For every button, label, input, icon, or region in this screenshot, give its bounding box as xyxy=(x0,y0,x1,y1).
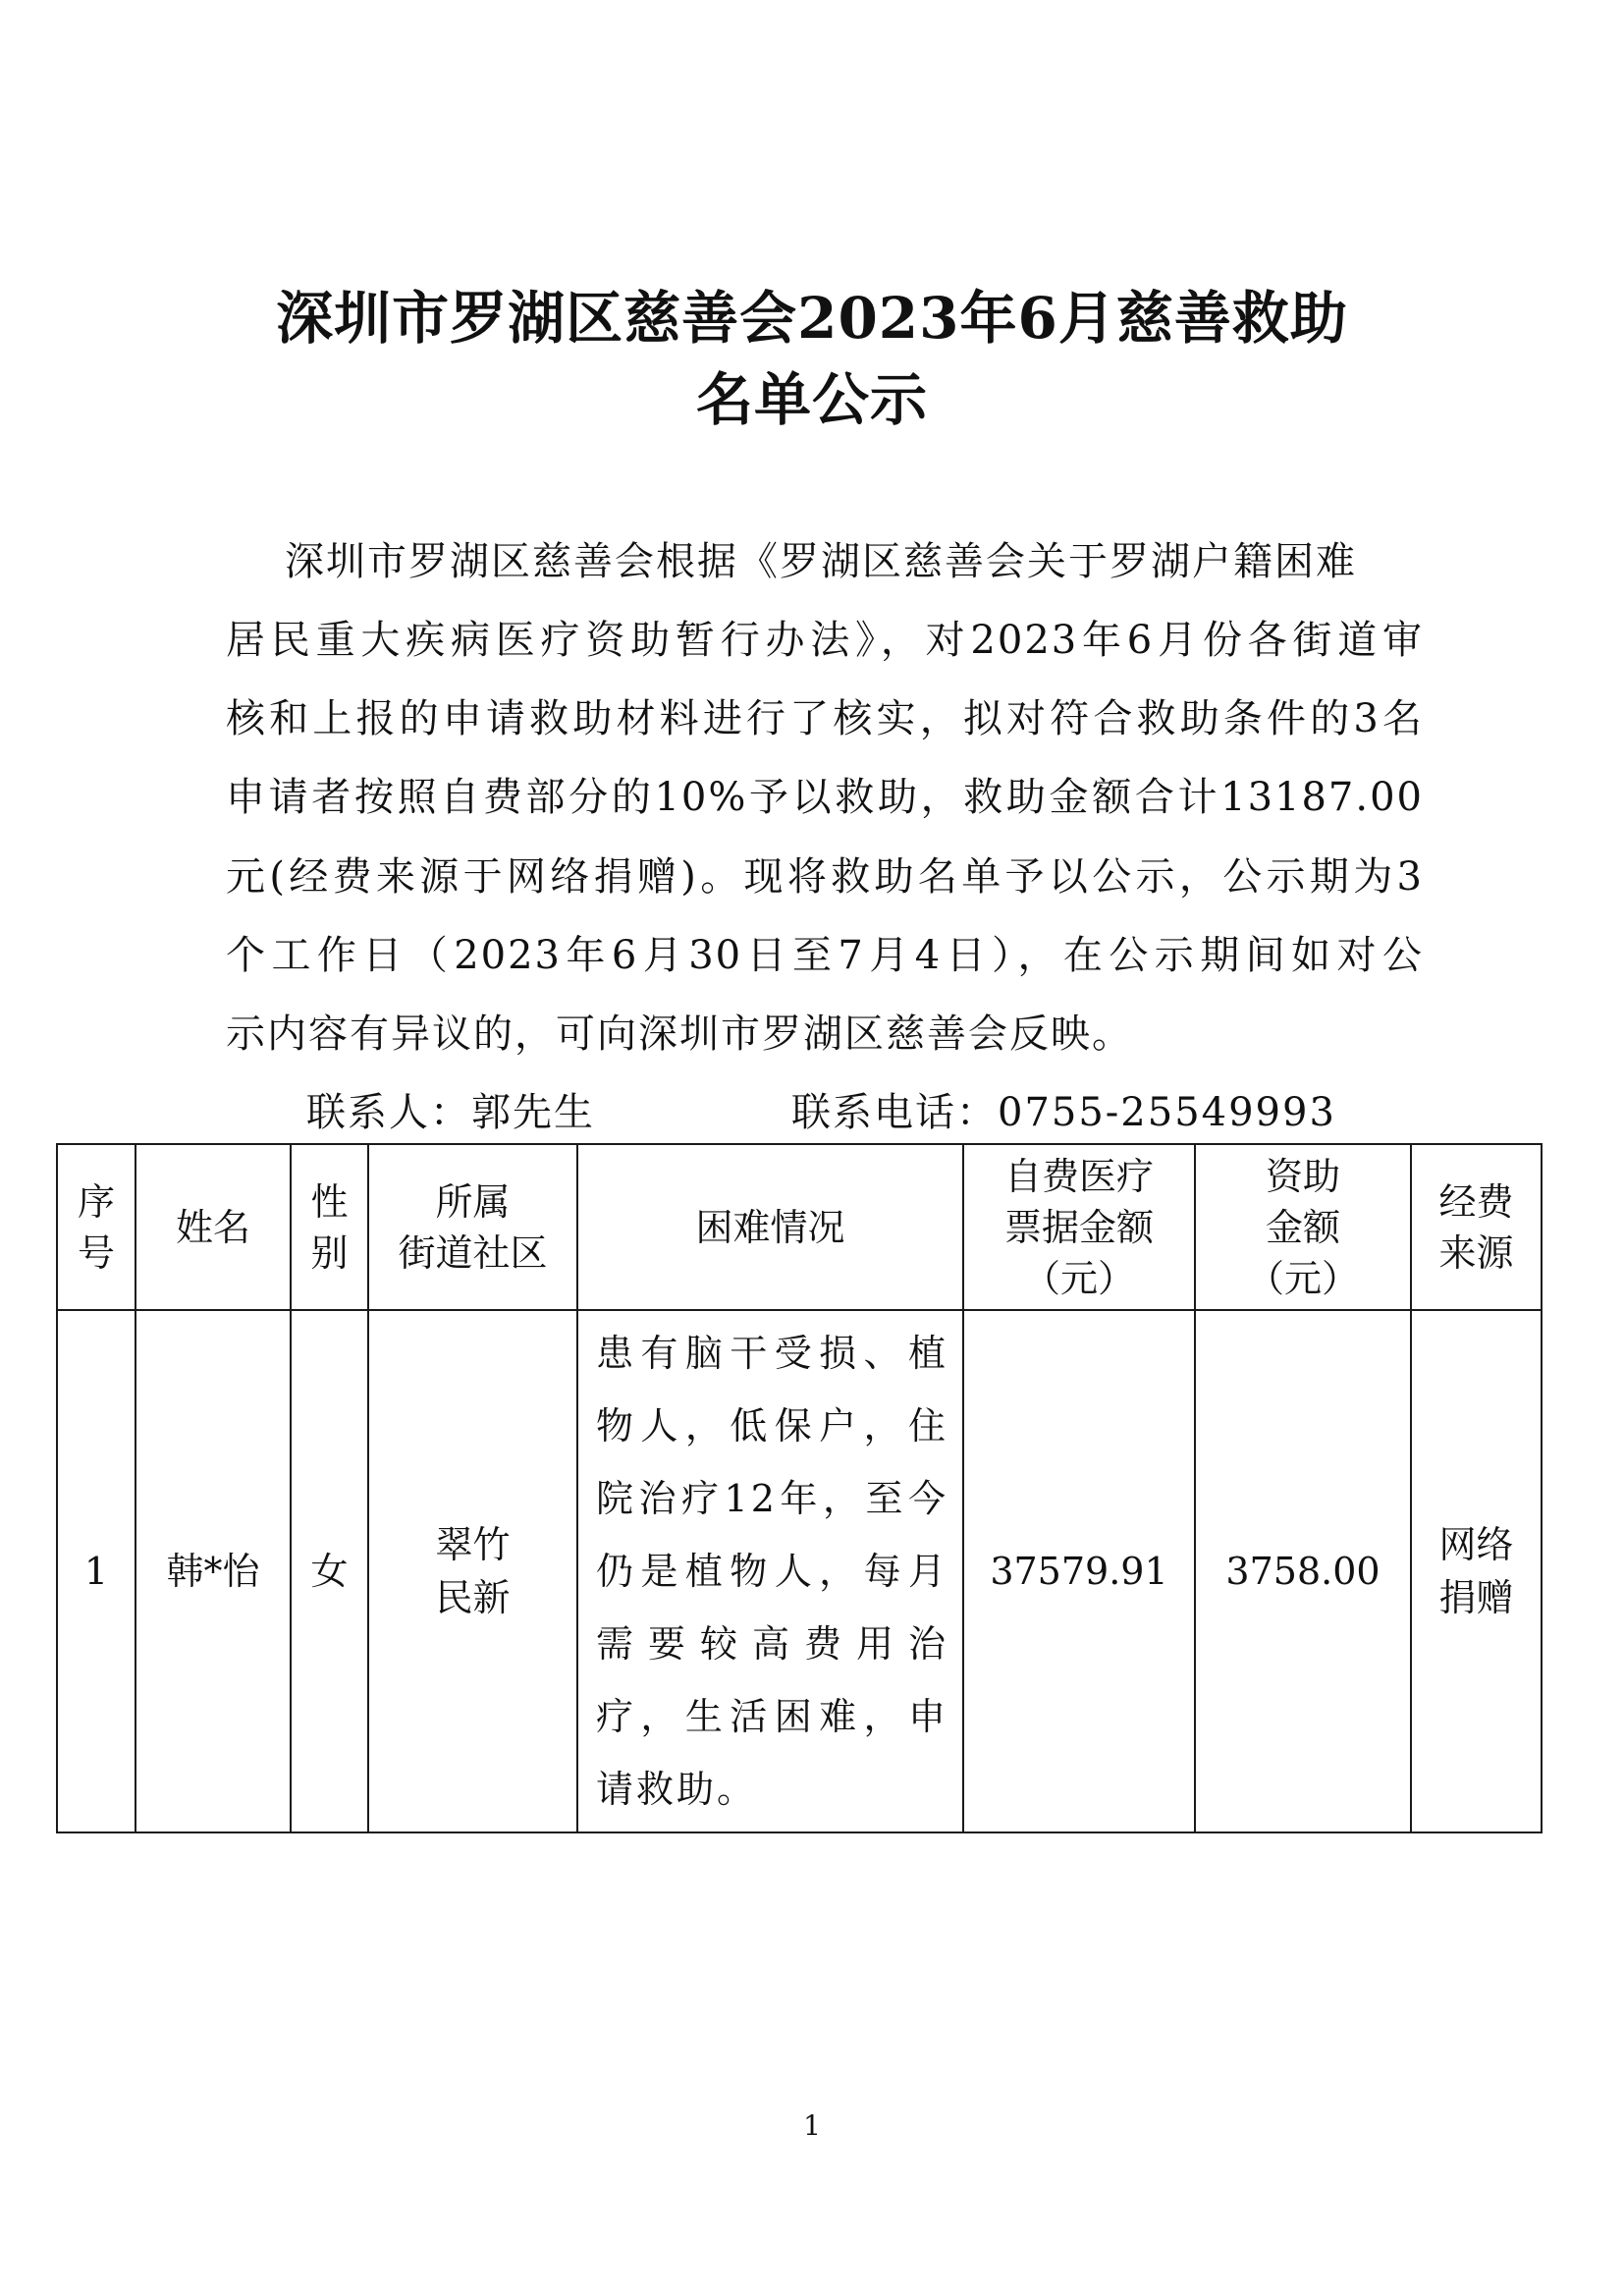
cell-index: 1 xyxy=(57,1310,135,1832)
body-paragraph-line-7: 示内容有异议的，可向深圳市罗湖区慈善会反映。 xyxy=(226,1011,1133,1057)
relief-list-table xyxy=(56,1143,1543,1833)
page-number: 1 xyxy=(803,2109,821,2142)
cell-self-paid: 37579.91 xyxy=(963,1310,1195,1832)
document-title-line-2: 名单公示 xyxy=(695,366,928,433)
body-paragraph-line-1: 深圳市罗湖区慈善会根据《罗湖区慈善会关于罗湖户籍困难 xyxy=(285,539,1357,584)
cell-fund-source: 网络 捐赠 xyxy=(1411,1310,1542,1832)
document-title-line-1: 深圳市罗湖区慈善会2023年6月慈善救助 xyxy=(276,285,1348,352)
contact-person: 联系人：郭先生 xyxy=(306,1090,595,1135)
cell-difficulty: 患有脑干受损、植物人，低保户，住院治疗12年，至今仍是植物人，每月需要较高费用治疗，生活困难，申请救助。 xyxy=(577,1310,963,1832)
table-row xyxy=(57,1310,1542,1832)
cell-gender: 女 xyxy=(291,1310,368,1832)
body-paragraph-line-6: 个工作日（2023年6月30日至7月4日），在公示期间如对公 xyxy=(226,933,1424,978)
header-index: 序 号 xyxy=(57,1144,135,1310)
header-self-paid: 自费医疗 票据金额 （元） xyxy=(963,1144,1195,1310)
cell-community: 翠竹 民新 xyxy=(368,1310,577,1832)
cell-aid-amount: 3758.00 xyxy=(1195,1310,1411,1832)
body-paragraph-line-3: 核和上报的申请救助材料进行了核实，拟对符合救助条件的3名 xyxy=(226,696,1424,741)
cell-name: 韩*怡 xyxy=(135,1310,291,1832)
header-difficulty: 困难情况 xyxy=(577,1144,963,1310)
header-name: 姓名 xyxy=(135,1144,291,1310)
header-fund-source: 经费 来源 xyxy=(1411,1144,1542,1310)
header-aid-amount: 资助 金额 （元） xyxy=(1195,1144,1411,1310)
body-paragraph-line-4: 申请者按照自费部分的10%予以救助，救助金额合计13187.00 xyxy=(226,775,1424,820)
contact-phone: 联系电话：0755-25549993 xyxy=(791,1090,1336,1135)
header-gender: 性 别 xyxy=(291,1144,368,1310)
body-paragraph-line-5: 元(经费来源于网络捐赠)。现将救助名单予以公示，公示期为3 xyxy=(226,854,1424,900)
body-paragraph-line-2: 居民重大疾病医疗资助暂行办法》，对2023年6月份各街道审 xyxy=(226,618,1424,663)
header-community: 所属 街道社区 xyxy=(368,1144,577,1310)
table-header-row xyxy=(57,1144,1542,1310)
